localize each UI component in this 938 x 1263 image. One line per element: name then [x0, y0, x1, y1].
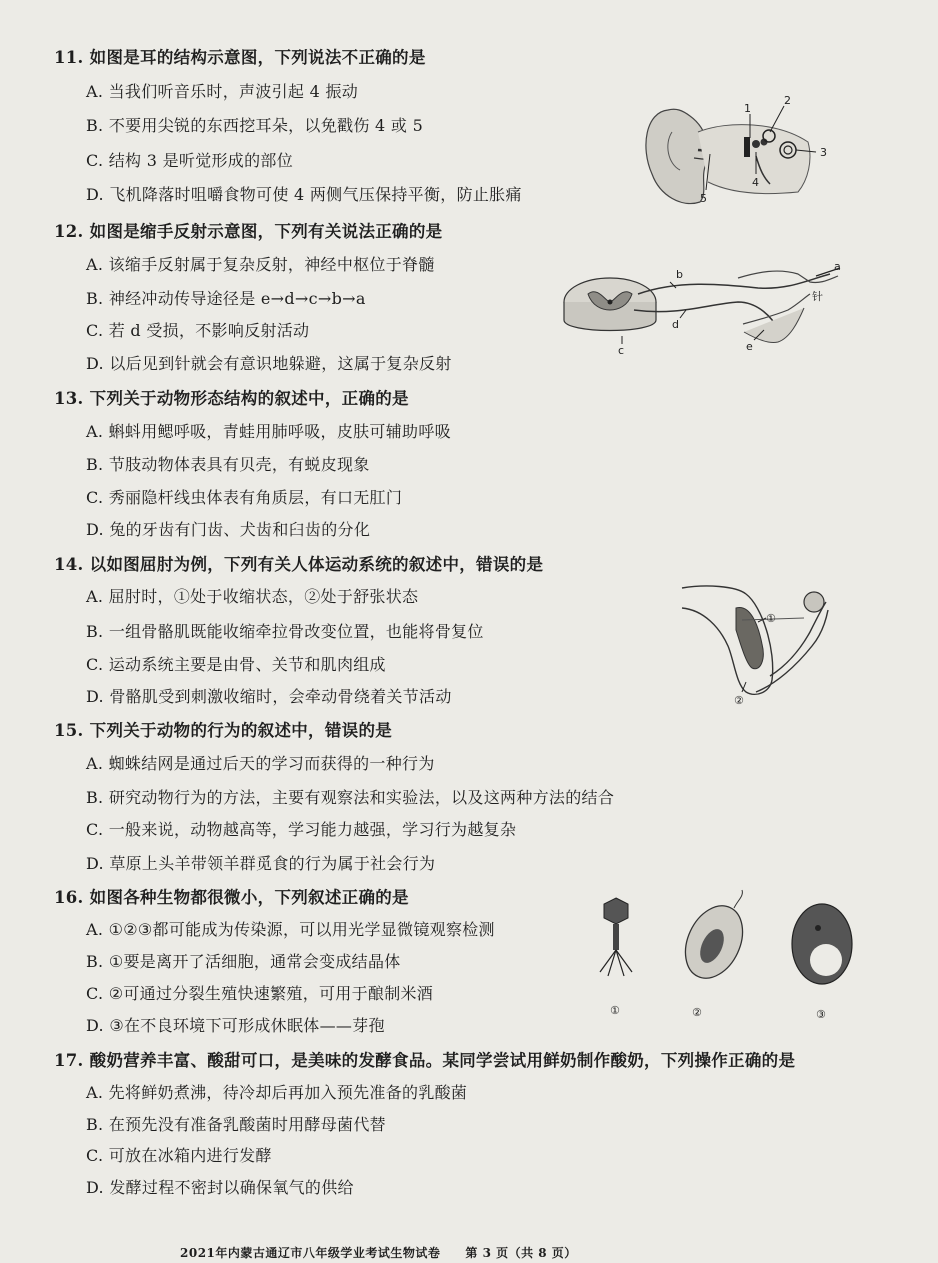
question-13-option-b: B. 节肢动物体表具有贝壳，有蜕皮现象 [86, 455, 370, 474]
ear-label-5: 5 [700, 192, 707, 205]
ear-structure-figure [638, 92, 848, 214]
question-17-option-b: B. 在预先没有准备乳酸菌时用酵母菌代替 [86, 1115, 386, 1134]
elbow-label-2: ② [734, 694, 744, 707]
microbe-label-2: ② [692, 1006, 702, 1018]
question-16-stem: 16. 如图各种生物都很微小，下列叙述正确的是 [54, 888, 409, 907]
reflex-label-c: c [618, 344, 625, 357]
reflex-arc-figure [558, 258, 848, 362]
reflex-label-a: a [834, 260, 841, 273]
page-footer: 2021年内蒙古通辽市八年级学业考试生物试卷 第 3 页（共 8 页） [180, 1246, 577, 1260]
question-14-option-b: B. 一组骨骼肌既能收缩牵拉骨改变位置，也能将骨复位 [86, 622, 484, 641]
question-14-option-a: A. 屈肘时，①处于收缩状态，②处于舒张状态 [86, 587, 419, 606]
reflex-label-needle: 针 [812, 290, 823, 303]
question-14-option-c: C. 运动系统主要是由骨、关节和肌肉组成 [86, 655, 386, 674]
question-14-option-d: D. 骨骼肌受到刺激收缩时，会牵动骨绕着关节活动 [86, 687, 452, 706]
question-14-stem: 14. 以如图屈肘为例，下列有关人体运动系统的叙述中，错误的是 [54, 555, 544, 574]
ear-label-1: 1 [744, 102, 751, 115]
question-15-option-d: D. 草原上头羊带领羊群觅食的行为属于社会行为 [86, 854, 436, 873]
question-12-option-b: B. 神经冲动传导途径是 e→d→c→b→a [86, 289, 366, 308]
question-15-option-a: A. 蜘蛛结网是通过后天的学习而获得的一种行为 [86, 754, 435, 773]
question-16-option-d: D. ③在不良环境下可形成休眠体——芽孢 [86, 1016, 385, 1035]
elbow-flexion-figure [676, 580, 836, 710]
ear-label-2: 2 [784, 94, 791, 107]
question-13-option-c: C. 秀丽隐杆线虫体表有角质层，有口无肛门 [86, 488, 403, 507]
question-15-option-b: B. 研究动物行为的方法，主要有观察法和实验法，以及这两种方法的结合 [86, 788, 615, 807]
question-16-option-b: B. ①要是离开了活细胞，通常会变成结晶体 [86, 952, 401, 971]
reflex-label-d: d [672, 318, 679, 331]
question-17-stem: 17. 酸奶营养丰富、酸甜可口，是美味的发酵食品。某同学尝试用鲜奶制作酸奶，下列操作正确的是 [54, 1051, 796, 1070]
question-13-option-a: A. 蝌蚪用鳃呼吸，青蛙用肺呼吸，皮肤可辅助呼吸 [86, 422, 451, 441]
microbe-label-1: ① [610, 1004, 620, 1017]
question-12-stem: 12. 如图是缩手反射示意图，下列有关说法正确的是 [54, 222, 443, 241]
question-11-option-b: B. 不要用尖锐的东西挖耳朵，以免戳伤 4 或 5 [86, 116, 424, 135]
microorganisms-figure [586, 888, 866, 1018]
question-11-option-a: A. 当我们听音乐时，声波引起 4 振动 [86, 82, 359, 101]
question-17-option-a: A. 先将鲜奶煮沸，待冷却后再加入预先准备的乳酸菌 [86, 1083, 468, 1102]
ear-label-3: 3 [820, 146, 827, 159]
ear-label-4: 4 [752, 176, 759, 189]
question-13-stem: 13. 下列关于动物形态结构的叙述中，正确的是 [54, 389, 409, 408]
question-13-option-d: D. 兔的牙齿有门齿、犬齿和臼齿的分化 [86, 520, 371, 539]
elbow-label-1: ① [766, 612, 776, 625]
question-17-option-d: D. 发酵过程不密封以确保氧气的供给 [86, 1178, 354, 1197]
question-12-option-d: D. 以后见到针就会有意识地躲避，这属于复杂反射 [86, 354, 452, 373]
question-12-option-a: A. 该缩手反射属于复杂反射，神经中枢位于脊髓 [86, 255, 435, 274]
question-16-option-a: A. ①②③都可能成为传染源，可以用光学显微镜观察检测 [86, 920, 495, 939]
question-11-stem: 11. 如图是耳的结构示意图，下列说法不正确的是 [54, 48, 426, 67]
question-11-option-c: C. 结构 3 是听觉形成的部位 [86, 151, 293, 170]
question-15-stem: 15. 下列关于动物的行为的叙述中，错误的是 [54, 721, 393, 740]
question-15-option-c: C. 一般来说，动物越高等，学习能力越强，学习行为越复杂 [86, 820, 517, 839]
question-16-option-c: C. ②可通过分裂生殖快速繁殖，可用于酿制米酒 [86, 984, 434, 1003]
reflex-label-b: b [676, 268, 683, 281]
question-12-option-c: C. 若 d 受损，不影响反射活动 [86, 321, 310, 340]
question-17-option-c: C. 可放在冰箱内进行发酵 [86, 1146, 272, 1165]
question-11-option-d: D. 飞机降落时咀嚼食物可使 4 两侧气压保持平衡，防止胀痛 [86, 185, 522, 204]
microbe-label-3: ③ [816, 1008, 826, 1018]
reflex-label-e: e [746, 340, 753, 353]
